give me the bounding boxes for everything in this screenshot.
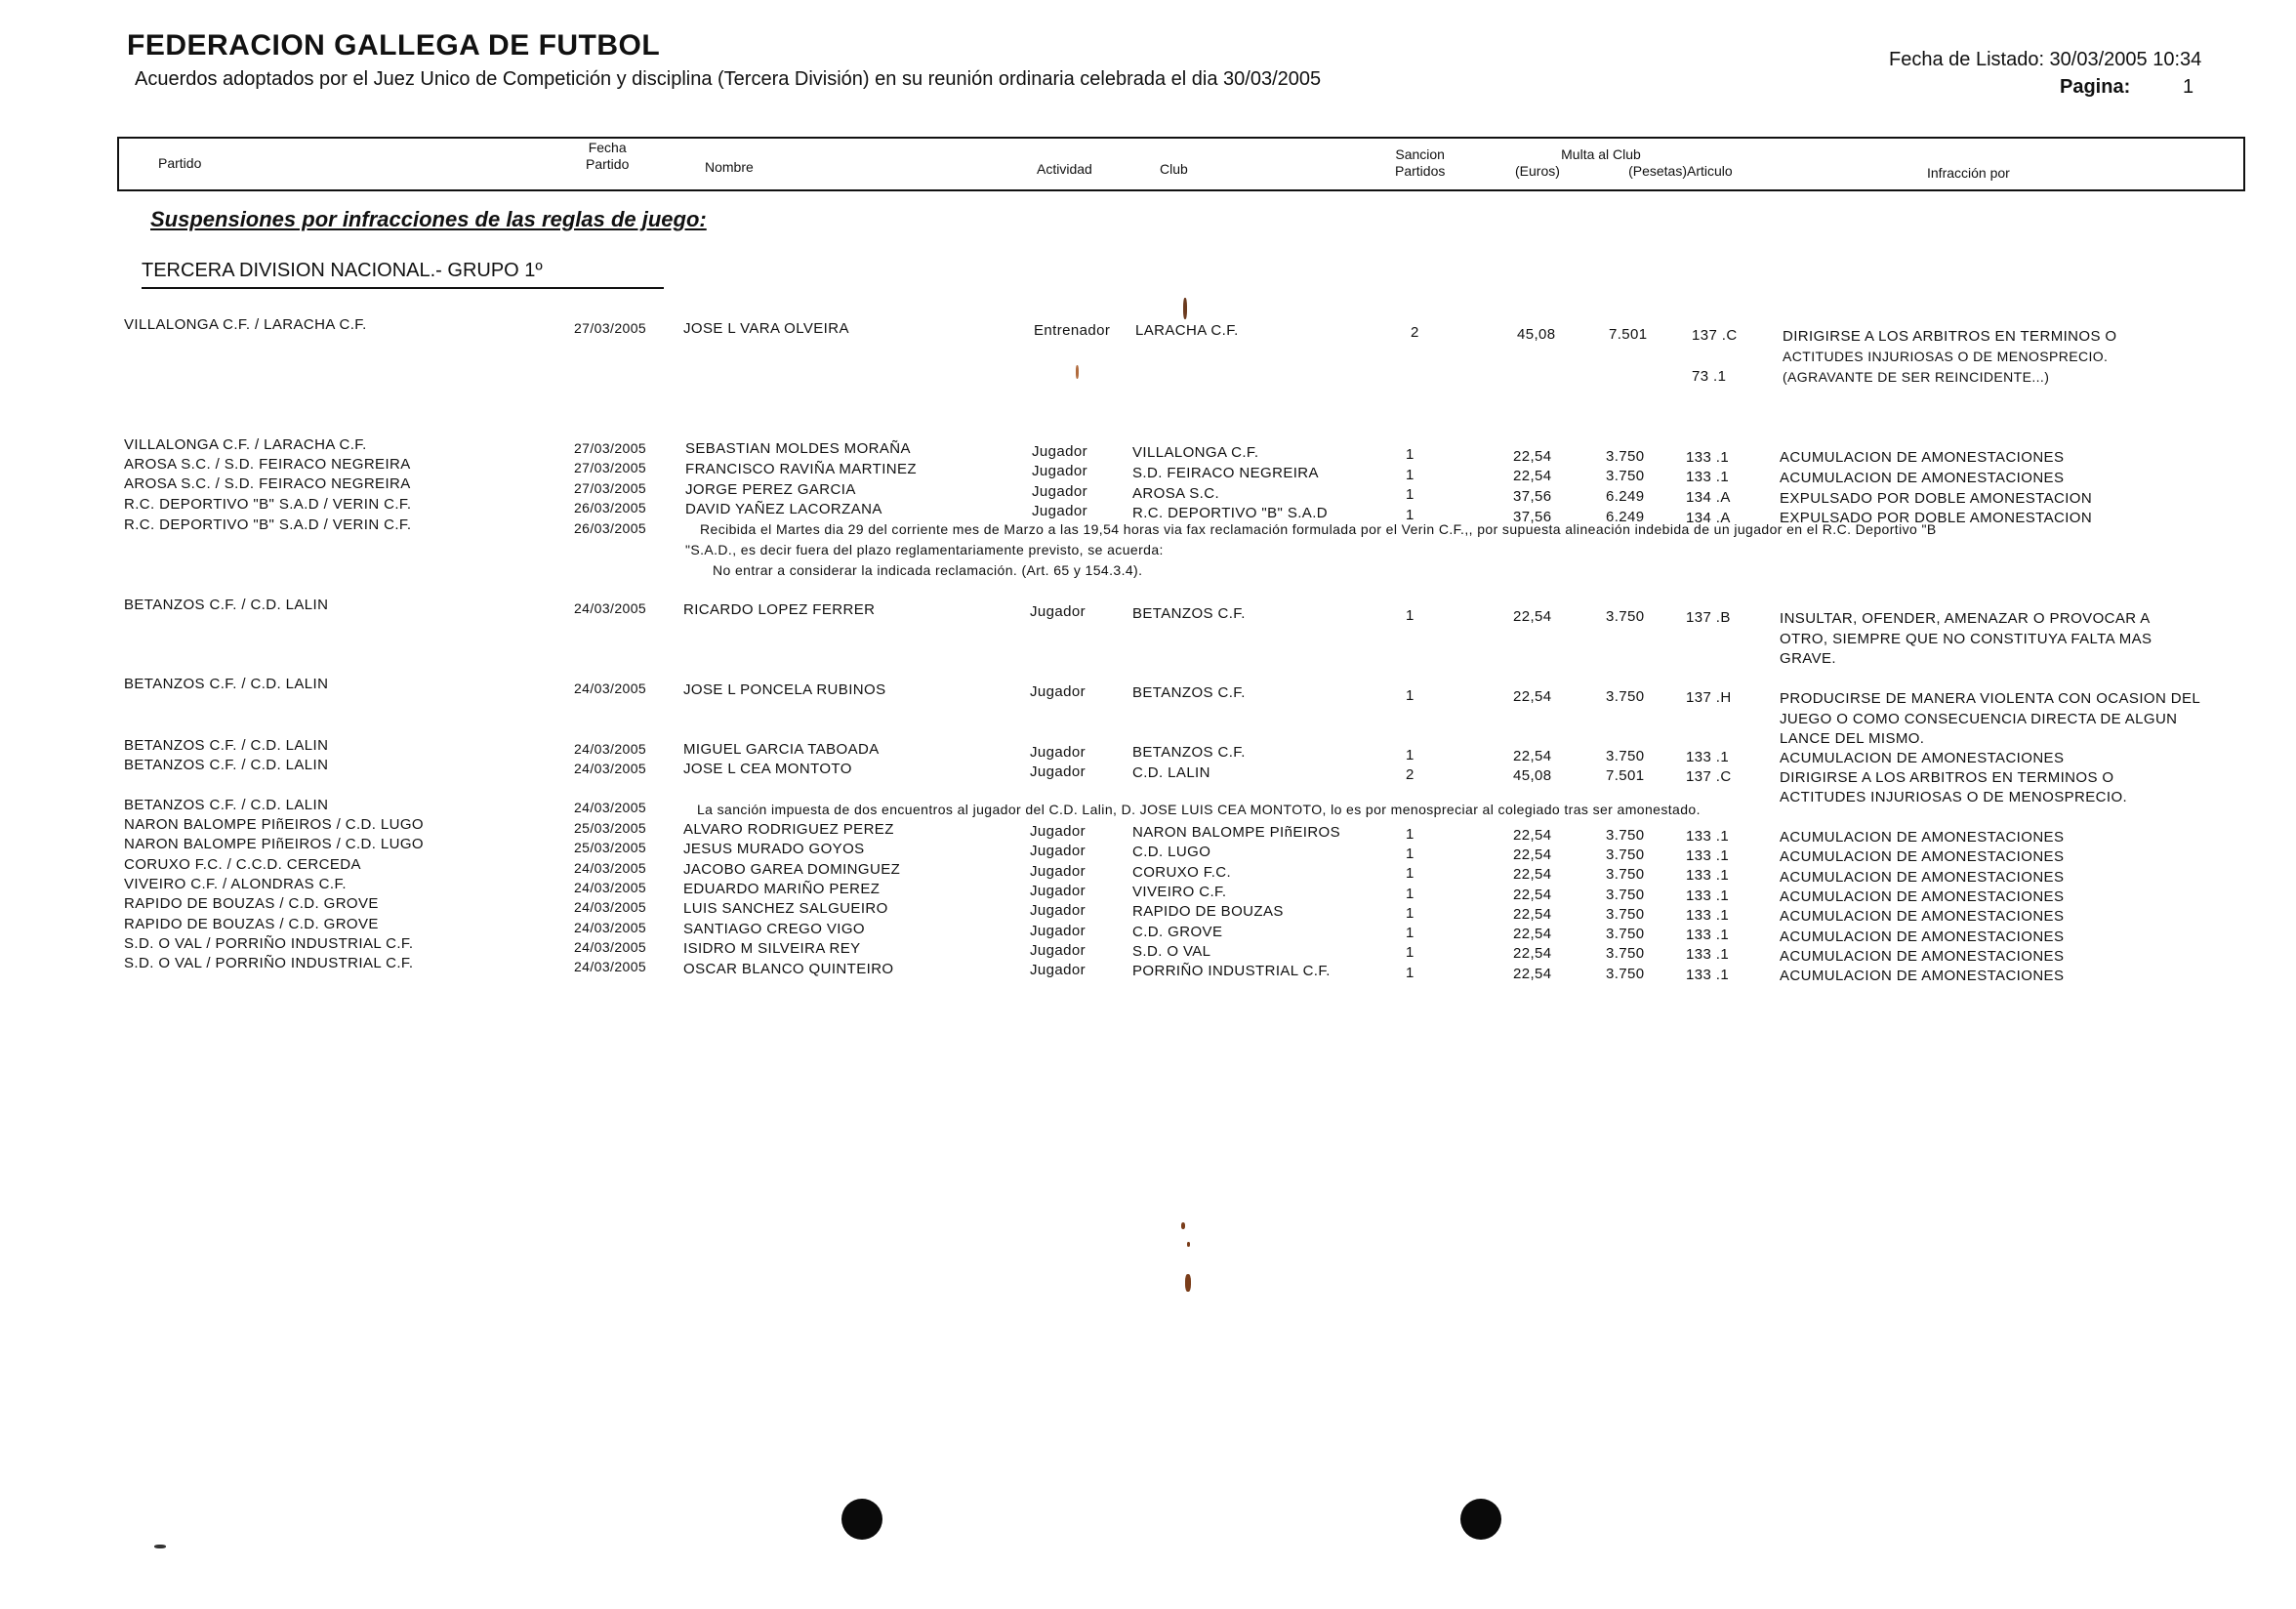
row-partido: NARON BALOMPE PIñEIROS / C.D. LUGO — [124, 836, 425, 852]
fecha-listado: Fecha de Listado: 30/03/2005 10:34 — [1889, 49, 2202, 70]
row-sancion: 1 — [1406, 905, 1414, 922]
scan-speck — [1187, 1242, 1190, 1247]
row-club: NARON BALOMPE PIñEIROS — [1132, 824, 1341, 841]
row-club: C.D. LUGO — [1132, 844, 1211, 860]
row-euros: 22,54 — [1513, 906, 1552, 923]
row-pesetas: 6.249 — [1606, 488, 1645, 505]
row-actividad: Jugador — [1030, 883, 1086, 899]
row-pesetas: 3.750 — [1606, 748, 1645, 764]
row-note: "S.A.D., es decir fuera del plazo reglamentariamente previsto, se acuerda: — [685, 542, 1164, 557]
row-infraccion: ACUMULACION DE AMONESTACIONES — [1780, 948, 2065, 965]
row-club: VIVEIRO C.F. — [1132, 884, 1227, 900]
row-euros: 22,54 — [1513, 608, 1552, 625]
row-infraccion: (AGRAVANTE DE SER REINCIDENTE...) — [1783, 369, 2050, 385]
row-nombre: ALVARO RODRIGUEZ PEREZ — [683, 821, 894, 838]
row-pesetas: 7.501 — [1606, 767, 1645, 784]
row-actividad: Jugador — [1032, 463, 1088, 479]
row-actividad: Jugador — [1030, 923, 1086, 939]
row-sancion: 1 — [1406, 507, 1414, 523]
scan-speck — [1183, 298, 1187, 319]
row-infraccion: ACUMULACION DE AMONESTACIONES — [1780, 449, 2065, 466]
row-club: S.D. FEIRACO NEGREIRA — [1132, 465, 1319, 481]
row-pesetas: 3.750 — [1606, 906, 1645, 923]
row-sancion: 1 — [1406, 486, 1414, 503]
row-actividad: Jugador — [1030, 863, 1086, 880]
row-euros: 22,54 — [1513, 866, 1552, 883]
row-fecha: 26/03/2005 — [574, 500, 647, 516]
row-club: S.D. O VAL — [1132, 943, 1211, 960]
row-club: R.C. DEPORTIVO "B" S.A.D — [1132, 505, 1329, 521]
row-partido: VILLALONGA C.F. / LARACHA C.F. — [124, 436, 367, 453]
row-infraccion: ACUMULACION DE AMONESTACIONES — [1780, 869, 2065, 886]
row-euros: 22,54 — [1513, 468, 1552, 484]
row-sancion: 1 — [1406, 865, 1414, 882]
row-nombre: JOSE L VARA OLVEIRA — [683, 320, 849, 337]
row-pesetas: 3.750 — [1606, 688, 1645, 705]
row-partido: S.D. O VAL / PORRIÑO INDUSTRIAL C.F. — [124, 955, 414, 971]
row-articulo: 133 .1 — [1686, 867, 1730, 884]
row-euros: 45,08 — [1513, 767, 1552, 784]
row-infraccion: EXPULSADO POR DOBLE AMONESTACION — [1780, 490, 2093, 507]
row-articulo: 133 .1 — [1686, 749, 1730, 765]
row-partido: CORUXO F.C. / C.C.D. CERCEDA — [124, 856, 361, 873]
row-pesetas: 3.750 — [1606, 846, 1645, 863]
col-fecha: Fecha Partido — [586, 140, 630, 172]
row-infraccion: ACUMULACION DE AMONESTACIONES — [1780, 968, 2065, 984]
row-infraccion: GRAVE. — [1780, 650, 1836, 667]
row-articulo: 133 .1 — [1686, 847, 1730, 864]
row-fecha: 24/03/2005 — [574, 880, 647, 895]
row-nombre: LUIS SANCHEZ SALGUEIRO — [683, 900, 888, 917]
row-fecha: 24/03/2005 — [574, 681, 647, 696]
row-nombre: EDUARDO MARIÑO PEREZ — [683, 881, 881, 897]
row-fecha: 24/03/2005 — [574, 959, 647, 974]
row-infraccion: ACUMULACION DE AMONESTACIONES — [1780, 750, 2065, 766]
row-euros: 22,54 — [1513, 926, 1552, 942]
row-fecha: 24/03/2005 — [574, 939, 647, 955]
row-infraccion: LANCE DEL MISMO. — [1780, 730, 1925, 747]
row-actividad: Jugador — [1030, 683, 1086, 700]
row-articulo: 133 .1 — [1686, 907, 1730, 924]
row-nombre: RICARDO LOPEZ FERRER — [683, 601, 876, 618]
row-actividad: Jugador — [1030, 962, 1086, 978]
row-partido: BETANZOS C.F. / C.D. LALIN — [124, 676, 329, 692]
row-nombre: FRANCISCO RAVIÑA MARTINEZ — [685, 461, 917, 477]
row-nombre: JACOBO GAREA DOMINGUEZ — [683, 861, 901, 878]
row-partido: BETANZOS C.F. / C.D. LALIN — [124, 597, 329, 613]
row-sancion: 1 — [1406, 446, 1414, 463]
row-euros: 22,54 — [1513, 748, 1552, 764]
row-partido: BETANZOS C.F. / C.D. LALIN — [124, 797, 329, 813]
row-partido: R.C. DEPORTIVO "B" S.A.D / VERIN C.F. — [124, 516, 412, 533]
row-euros: 22,54 — [1513, 448, 1552, 465]
row-actividad: Jugador — [1030, 843, 1086, 859]
row-actividad: Entrenador — [1034, 322, 1111, 339]
row-partido: BETANZOS C.F. / C.D. LALIN — [124, 737, 329, 754]
row-infraccion: ACUMULACION DE AMONESTACIONES — [1780, 848, 2065, 865]
row-club: C.D. LALIN — [1132, 764, 1210, 781]
row-pesetas: 3.750 — [1606, 827, 1645, 844]
row-fecha: 27/03/2005 — [574, 460, 647, 475]
document-title: FEDERACION GALLEGA DE FUTBOL — [127, 29, 661, 62]
row-partido: R.C. DEPORTIVO "B" S.A.D / VERIN C.F. — [124, 496, 412, 513]
row-infraccion: ACTITUDES INJURIOSAS O DE MENOSPRECIO. — [1780, 789, 2128, 805]
row-actividad: Jugador — [1032, 443, 1088, 460]
pagina-number: 1 — [2183, 76, 2194, 98]
row-partido: AROSA S.C. / S.D. FEIRACO NEGREIRA — [124, 475, 411, 492]
row-pesetas: 7.501 — [1609, 326, 1648, 343]
row-actividad: Jugador — [1032, 483, 1088, 500]
row-articulo: 133 .1 — [1686, 927, 1730, 943]
row-nombre: SEBASTIAN MOLDES MORAÑA — [685, 440, 911, 457]
row-articulo: 133 .1 — [1686, 946, 1730, 963]
row-euros: 37,56 — [1513, 509, 1552, 525]
row-articulo: 134 .A — [1686, 489, 1731, 506]
row-nombre: JESUS MURADO GOYOS — [683, 841, 865, 857]
scan-speck — [1181, 1222, 1185, 1229]
row-articulo: 133 .1 — [1686, 828, 1730, 845]
row-fecha: 24/03/2005 — [574, 860, 647, 876]
row-infraccion: ACUMULACION DE AMONESTACIONES — [1780, 829, 2065, 846]
row-actividad: Jugador — [1030, 763, 1086, 780]
row-nombre: OSCAR BLANCO QUINTEIRO — [683, 961, 894, 977]
row-sancion: 1 — [1406, 925, 1414, 941]
row-fecha: 24/03/2005 — [574, 800, 647, 815]
row-articulo: 133 .1 — [1686, 469, 1730, 485]
row-partido: S.D. O VAL / PORRIÑO INDUSTRIAL C.F. — [124, 935, 414, 952]
row-infraccion: EXPULSADO POR DOBLE AMONESTACION — [1780, 510, 2093, 526]
row-nombre: MIGUEL GARCIA TABOADA — [683, 741, 880, 758]
row-articulo: 137 .C — [1692, 327, 1738, 344]
row-articulo: 137 .H — [1686, 689, 1732, 706]
row-articulo: 133 .1 — [1686, 449, 1730, 466]
scan-speck — [1185, 1274, 1191, 1292]
row-fecha: 27/03/2005 — [574, 480, 647, 496]
row-fecha: 24/03/2005 — [574, 761, 647, 776]
row-pesetas: 3.750 — [1606, 887, 1645, 903]
row-club: CORUXO F.C. — [1132, 864, 1232, 881]
row-infraccion: PRODUCIRSE DE MANERA VIOLENTA CON OCASION DEL — [1780, 690, 2201, 707]
row-partido: RAPIDO DE BOUZAS / C.D. GROVE — [124, 895, 379, 912]
row-nombre: ISIDRO M SILVEIRA REY — [683, 940, 861, 957]
row-articulo: 137 .B — [1686, 609, 1731, 626]
row-fecha: 26/03/2005 — [574, 520, 647, 536]
row-club: AROSA S.C. — [1132, 485, 1220, 502]
row-actividad: Jugador — [1030, 902, 1086, 919]
row-sancion: 1 — [1406, 886, 1414, 902]
row-sancion: 1 — [1406, 467, 1414, 483]
row-actividad: Jugador — [1030, 603, 1086, 620]
column-header-box — [117, 137, 2245, 191]
row-sancion: 2 — [1411, 324, 1419, 341]
scan-speck — [1076, 365, 1079, 379]
row-articulo-2: 73 .1 — [1692, 368, 1727, 385]
row-fecha: 25/03/2005 — [574, 820, 647, 836]
col-sancion: Sancion Partidos — [1395, 146, 1446, 179]
row-actividad: Jugador — [1030, 823, 1086, 840]
row-infraccion: ACUMULACION DE AMONESTACIONES — [1780, 928, 2065, 945]
row-nombre: JOSE L CEA MONTOTO — [683, 761, 852, 777]
row-actividad: Jugador — [1030, 744, 1086, 761]
row-fecha: 24/03/2005 — [574, 600, 647, 616]
row-note: Recibida el Martes dia 29 del corriente mes de Marzo a las 19,54 horas via fax reclamación formulada por el Verin C.F.,, por supuesta alineación indebida de un jugador en el R.C. Deportivo "B — [700, 521, 1937, 537]
col-actividad: Actividad — [1037, 161, 1092, 177]
row-club: PORRIÑO INDUSTRIAL C.F. — [1132, 963, 1331, 979]
row-nombre: JORGE PEREZ GARCIA — [685, 481, 856, 498]
row-fecha: 27/03/2005 — [574, 320, 647, 336]
group-title: TERCERA DIVISION NACIONAL.- GRUPO 1º — [142, 260, 543, 281]
row-club: BETANZOS C.F. — [1132, 605, 1246, 622]
row-fecha: 24/03/2005 — [574, 899, 647, 915]
row-infraccion: ACUMULACION DE AMONESTACIONES — [1780, 470, 2065, 486]
row-infraccion: JUEGO O COMO CONSECUENCIA DIRECTA DE ALGUN — [1780, 711, 2178, 727]
row-articulo: 137 .C — [1686, 768, 1732, 785]
row-articulo: 133 .1 — [1686, 967, 1730, 983]
row-euros: 22,54 — [1513, 846, 1552, 863]
row-pesetas: 3.750 — [1606, 866, 1645, 883]
col-club: Club — [1160, 161, 1188, 177]
col-nombre: Nombre — [705, 159, 754, 175]
row-fecha: 27/03/2005 — [574, 440, 647, 456]
row-euros: 37,56 — [1513, 488, 1552, 505]
row-partido: VILLALONGA C.F. / LARACHA C.F. — [124, 316, 367, 333]
row-nombre: JOSE L PONCELA RUBINOS — [683, 681, 886, 698]
row-sancion: 1 — [1406, 747, 1414, 763]
row-note: La sanción impuesta de dos encuentros al jugador del C.D. Lalin, D. JOSE LUIS CEA MONTOTO, lo es por menospreciar al colegiado tras ser amonestado. — [697, 802, 1701, 817]
group-title-underline — [142, 287, 664, 289]
col-pesetas: (Pesetas) — [1628, 163, 1687, 179]
row-infraccion: ACTITUDES INJURIOSAS O DE MENOSPRECIO. — [1783, 349, 2109, 364]
document-subtitle: Acuerdos adoptados por el Juez Unico de Competición y disciplina (Tercera División) en su reunión ordinaria celebrada el dia 30/03/2005 — [135, 68, 1322, 90]
row-partido: NARON BALOMPE PIñEIROS / C.D. LUGO — [124, 816, 425, 833]
row-partido: AROSA S.C. / S.D. FEIRACO NEGREIRA — [124, 456, 411, 473]
row-partido: VIVEIRO C.F. / ALONDRAS C.F. — [124, 876, 347, 892]
row-fecha: 24/03/2005 — [574, 741, 647, 757]
row-infraccion: OTRO, SIEMPRE QUE NO CONSTITUYA FALTA MAS — [1780, 631, 2152, 647]
row-club: BETANZOS C.F. — [1132, 744, 1246, 761]
punch-hole — [1460, 1499, 1501, 1540]
row-euros: 22,54 — [1513, 887, 1552, 903]
row-partido: BETANZOS C.F. / C.D. LALIN — [124, 757, 329, 773]
row-sancion: 1 — [1406, 607, 1414, 624]
row-pesetas: 3.750 — [1606, 945, 1645, 962]
row-sancion: 2 — [1406, 766, 1414, 783]
col-articulo: Articulo — [1687, 163, 1733, 179]
row-sancion: 1 — [1406, 846, 1414, 862]
row-pesetas: 3.750 — [1606, 966, 1645, 982]
col-euros: (Euros) — [1515, 163, 1560, 179]
row-actividad: Jugador — [1030, 942, 1086, 959]
row-articulo: 133 .1 — [1686, 887, 1730, 904]
section-title: Suspensiones por infracciones de las reglas de juego: — [150, 207, 707, 231]
row-club: BETANZOS C.F. — [1132, 684, 1246, 701]
row-club: RAPIDO DE BOUZAS — [1132, 903, 1284, 920]
row-actividad: Jugador — [1032, 503, 1088, 519]
row-sancion: 1 — [1406, 687, 1414, 704]
col-infraccion: Infracción por — [1927, 165, 2010, 181]
row-nombre: SANTIAGO CREGO VIGO — [683, 921, 865, 937]
row-infraccion: DIRIGIRSE A LOS ARBITROS EN TERMINOS O — [1783, 328, 2117, 345]
row-nombre: DAVID YAÑEZ LACORZANA — [685, 501, 882, 517]
row-euros: 22,54 — [1513, 688, 1552, 705]
row-partido: RAPIDO DE BOUZAS / C.D. GROVE — [124, 916, 379, 932]
row-fecha: 24/03/2005 — [574, 920, 647, 935]
row-fecha: 25/03/2005 — [574, 840, 647, 855]
row-pesetas: 3.750 — [1606, 468, 1645, 484]
row-sancion: 1 — [1406, 826, 1414, 843]
row-pesetas: 3.750 — [1606, 608, 1645, 625]
row-pesetas: 3.750 — [1606, 926, 1645, 942]
row-club: VILLALONGA C.F. — [1132, 444, 1259, 461]
row-note: No entrar a considerar la indicada reclamación. (Art. 65 y 154.3.4). — [713, 562, 1143, 578]
col-partido: Partido — [158, 155, 202, 171]
pagina-label: Pagina: — [2060, 76, 2131, 98]
col-multa: Multa al Club (Euros) (Pesetas) — [1515, 146, 1687, 179]
scan-speck — [154, 1545, 166, 1548]
row-euros: 45,08 — [1517, 326, 1556, 343]
row-sancion: 1 — [1406, 944, 1414, 961]
row-articulo: 134 .A — [1686, 510, 1731, 526]
row-infraccion: INSULTAR, OFENDER, AMENAZAR O PROVOCAR A — [1780, 610, 2151, 627]
row-euros: 22,54 — [1513, 945, 1552, 962]
punch-hole — [841, 1499, 882, 1540]
row-euros: 22,54 — [1513, 966, 1552, 982]
row-club: LARACHA C.F. — [1135, 322, 1239, 339]
row-club: C.D. GROVE — [1132, 924, 1223, 940]
row-infraccion: ACUMULACION DE AMONESTACIONES — [1780, 908, 2065, 925]
row-pesetas: 6.249 — [1606, 509, 1645, 525]
row-pesetas: 3.750 — [1606, 448, 1645, 465]
row-infraccion: DIRIGIRSE A LOS ARBITROS EN TERMINOS O — [1780, 769, 2114, 786]
row-infraccion: ACUMULACION DE AMONESTACIONES — [1780, 888, 2065, 905]
row-sancion: 1 — [1406, 965, 1414, 981]
row-euros: 22,54 — [1513, 827, 1552, 844]
